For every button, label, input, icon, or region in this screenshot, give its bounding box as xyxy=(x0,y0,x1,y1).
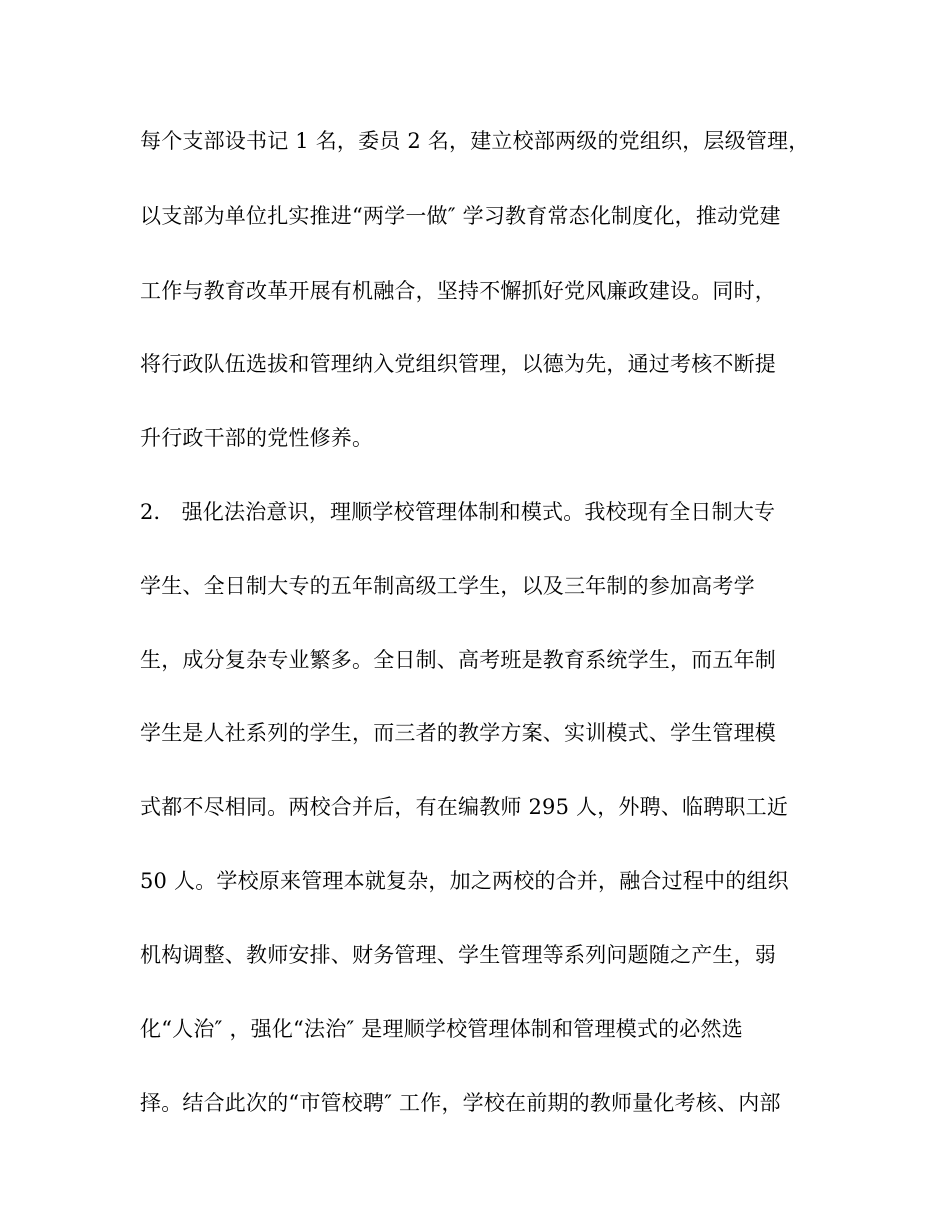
text-line: 生，成分复杂专业繁多。全日制、高考班是教育系统学生，而五年制 xyxy=(140,648,776,672)
text-line: 升行政干部的党性修养。 xyxy=(140,426,374,450)
text-line: 学生、全日制大专的五年制高级工学生，以及三年制的参加高考学 xyxy=(140,574,755,598)
text-line: 每个支部设书记 1 名，委员 2 名，建立校部两级的党组织，层级管理， xyxy=(140,129,810,153)
text-line: 式都不尽相同。两校合并后，有在编教师 295 人，外聘、临聘职工近 xyxy=(140,795,789,819)
text-line: 机构调整、教师安排、财务管理、学生管理等系列问题随之产生，弱 xyxy=(140,943,776,967)
text-line: 化“人治″ ，强化“法治″ 是理顺学校管理体制和管理模式的必然选 xyxy=(140,1017,743,1041)
text-line: 50 人。学校原来管理本就复杂，加之两校的合并，融合过程中的组织 xyxy=(140,869,789,893)
text-line: 择。结合此次的“市管校聘″ 工作，学校在前期的教师量化考核、内部 xyxy=(140,1091,781,1115)
paragraph-heading-line: 2． 强化法治意识，理顺学校管理体制和模式。我校现有全日制大专 xyxy=(140,500,776,524)
text-line: 工作与教育改革开展有机融合，坚持不懈抓好党风廉政建设。同时， xyxy=(140,279,776,303)
text-line: 将行政队伍选拔和管理纳入党组织管理，以德为先，通过考核不断提 xyxy=(140,352,776,376)
text-line: 学生是人社系列的学生，而三者的教学方案、实训模式、学生管理模 xyxy=(140,721,776,745)
text-line: 以支部为单位扎实推进“两学一做″ 学习教育常态化制度化，推动党建 xyxy=(140,204,781,228)
